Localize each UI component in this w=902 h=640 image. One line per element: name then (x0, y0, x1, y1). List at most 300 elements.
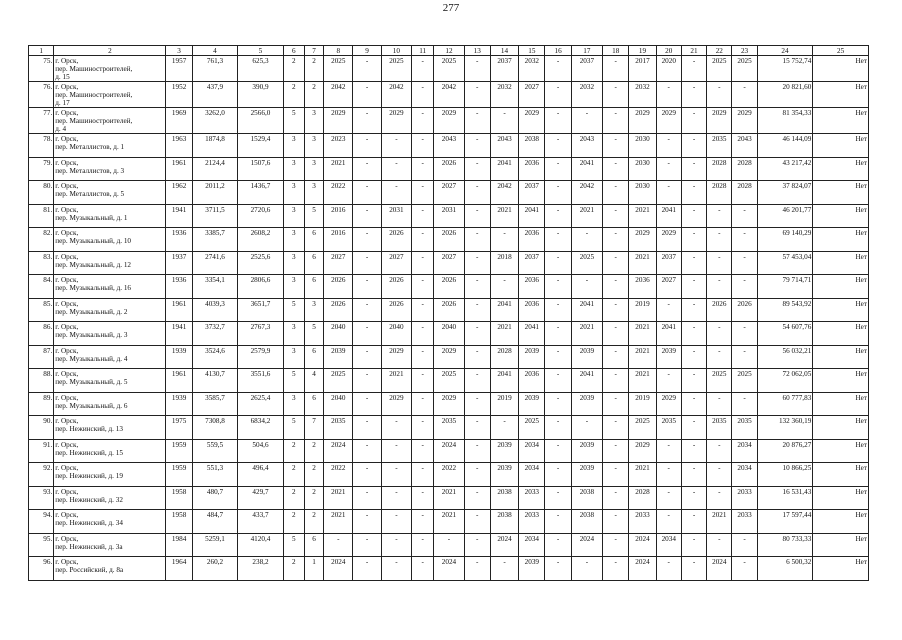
cell-col-11: - (412, 439, 434, 463)
cell-col-9: - (353, 486, 381, 510)
cell-col-22: - (707, 322, 732, 346)
cell-col-23: 2043 (732, 134, 757, 158)
cell-col-5: 504,6 (238, 439, 283, 463)
cell-col-13: - (464, 228, 490, 252)
cell-col-23: 2025 (732, 369, 757, 393)
cell-col-18: - (603, 392, 629, 416)
address-cell (54, 251, 166, 275)
table-row (29, 345, 869, 369)
cell-col-22: - (707, 251, 732, 275)
cell-col-6: 3 (283, 134, 304, 158)
cell-col-6: 3 (283, 345, 304, 369)
cell-col-13: - (464, 557, 490, 581)
cell-col-17: 2024 (571, 533, 602, 557)
cell-col-21: - (681, 275, 706, 299)
cell-col-18: - (603, 345, 629, 369)
cell-col-17: - (571, 557, 602, 581)
cell-col-19: 2019 (629, 298, 656, 322)
cell-col-22: - (707, 345, 732, 369)
cell-col-17: 2041 (571, 298, 602, 322)
cell-col-8: 2024 (324, 557, 353, 581)
address-cell (54, 345, 166, 369)
table-row (29, 275, 869, 299)
cell-col-24: 17 597,44 (757, 510, 813, 534)
address-line: пер. Музыкальный, д. 4 (55, 354, 128, 363)
cell-col-6: 5 (283, 298, 304, 322)
cell-col-6: 2 (283, 82, 304, 108)
cell-col-10: - (381, 463, 411, 487)
cell-col-8: 2023 (324, 134, 353, 158)
cell-col-18: - (603, 251, 629, 275)
cell-col-22: - (707, 533, 732, 557)
cell-col-9: - (353, 108, 381, 134)
cell-col-14: 2041 (490, 298, 518, 322)
cell-col-9: - (353, 298, 381, 322)
cell-col-15: 2041 (519, 204, 545, 228)
cell-col-11: - (412, 181, 434, 205)
column-header-18: 18 (603, 46, 629, 56)
cell-col-17: - (571, 275, 602, 299)
cell-col-11: - (412, 275, 434, 299)
cell-col-24: 79 714,71 (757, 275, 813, 299)
cell-col-25: Нет (813, 108, 869, 134)
row-number: 78. (29, 134, 54, 158)
cell-col-24: 10 866,25 (757, 463, 813, 487)
cell-col-16: - (545, 157, 571, 181)
cell-col-21: - (681, 181, 706, 205)
cell-col-3: 1958 (166, 486, 192, 510)
cell-col-11: - (412, 510, 434, 534)
cell-col-4: 3585,7 (192, 392, 237, 416)
cell-col-3: 1939 (166, 392, 192, 416)
cell-col-16: - (545, 298, 571, 322)
cell-col-17: 2041 (571, 157, 602, 181)
column-header-23: 23 (732, 46, 757, 56)
cell-col-5: 3551,6 (238, 369, 283, 393)
cell-col-7: 2 (304, 463, 323, 487)
cell-col-21: - (681, 82, 706, 108)
cell-col-12: 2021 (434, 510, 464, 534)
cell-col-7: 2 (304, 439, 323, 463)
row-number: 80. (29, 181, 54, 205)
row-number: 86. (29, 322, 54, 346)
address-line: г. Орск, (55, 299, 79, 308)
cell-col-14: - (490, 108, 518, 134)
cell-col-18: - (603, 181, 629, 205)
cell-col-12: 2026 (434, 298, 464, 322)
cell-col-19: 2036 (629, 275, 656, 299)
cell-col-24: 46 144,09 (757, 134, 813, 158)
cell-col-24: 20 876,27 (757, 439, 813, 463)
cell-col-21: - (681, 439, 706, 463)
cell-col-8: 2042 (324, 82, 353, 108)
cell-col-19: 2021 (629, 463, 656, 487)
cell-col-22: 2028 (707, 157, 732, 181)
page-number: 277 (442, 2, 460, 14)
cell-col-23: 2029 (732, 108, 757, 134)
cell-col-10: - (381, 533, 411, 557)
cell-col-22: 2026 (707, 298, 732, 322)
table-row (29, 134, 869, 158)
cell-col-10: 2025 (381, 56, 411, 82)
cell-col-15: 2025 (519, 416, 545, 440)
cell-col-6: 2 (283, 510, 304, 534)
cell-col-24: 20 821,60 (757, 82, 813, 108)
column-header-14: 14 (490, 46, 518, 56)
cell-col-21: - (681, 345, 706, 369)
address-line: пер. Машиностроителей, (55, 91, 133, 99)
table-row (29, 228, 869, 252)
cell-col-4: 3524,6 (192, 345, 237, 369)
address-line: пер. Металлистов, д. 1 (55, 143, 125, 151)
cell-col-19: 2028 (629, 486, 656, 510)
address-cell (54, 134, 166, 158)
cell-col-4: 484,7 (192, 510, 237, 534)
cell-col-20: - (656, 369, 681, 393)
cell-col-9: - (353, 392, 381, 416)
cell-col-3: 1941 (166, 322, 192, 346)
cell-col-15: 2041 (519, 322, 545, 346)
cell-col-20: 2039 (656, 345, 681, 369)
cell-col-12: 2029 (434, 345, 464, 369)
cell-col-18: - (603, 533, 629, 557)
table-row (29, 181, 869, 205)
address-cell (54, 416, 166, 440)
cell-col-17: 2042 (571, 181, 602, 205)
row-number: 94. (29, 510, 54, 534)
cell-col-21: - (681, 533, 706, 557)
cell-col-10: - (381, 439, 411, 463)
address-line: пер. Музыкальный, д. 6 (55, 401, 128, 410)
table-row (29, 251, 869, 275)
cell-col-3: 1959 (166, 439, 192, 463)
cell-col-9: - (353, 134, 381, 158)
address-line: г. Орск, (55, 205, 79, 214)
cell-col-21: - (681, 251, 706, 275)
cell-col-13: - (464, 251, 490, 275)
cell-col-8: 2026 (324, 298, 353, 322)
cell-col-5: 1529,4 (238, 134, 283, 158)
cell-col-14: - (490, 416, 518, 440)
cell-col-15: 2034 (519, 439, 545, 463)
cell-col-12: - (434, 533, 464, 557)
cell-col-12: 2040 (434, 322, 464, 346)
cell-col-10: - (381, 157, 411, 181)
cell-col-12: 2027 (434, 251, 464, 275)
cell-col-7: 4 (304, 369, 323, 393)
cell-col-21: - (681, 56, 706, 82)
cell-col-10: 2029 (381, 345, 411, 369)
cell-col-8: 2027 (324, 251, 353, 275)
address-line: пер. Машиностроителей, (55, 117, 133, 125)
cell-col-12: 2035 (434, 416, 464, 440)
cell-col-14: 2018 (490, 251, 518, 275)
cell-col-15: 2036 (519, 228, 545, 252)
cell-col-8: 2021 (324, 510, 353, 534)
cell-col-22: 2025 (707, 369, 732, 393)
cell-col-22: - (707, 392, 732, 416)
cell-col-25: Нет (813, 439, 869, 463)
cell-col-5: 2579,9 (238, 345, 283, 369)
cell-col-14: 2039 (490, 463, 518, 487)
table-row (29, 439, 869, 463)
cell-col-24: 57 453,04 (757, 251, 813, 275)
cell-col-20: - (656, 463, 681, 487)
cell-col-24: 43 217,42 (757, 157, 813, 181)
cell-col-6: 5 (283, 369, 304, 393)
column-header-20: 20 (656, 46, 681, 56)
address-cell (54, 557, 166, 581)
cell-col-14: 2019 (490, 392, 518, 416)
cell-col-23: - (732, 322, 757, 346)
cell-col-11: - (412, 486, 434, 510)
column-header-16: 16 (545, 46, 571, 56)
cell-col-18: - (603, 204, 629, 228)
row-number: 75. (29, 56, 54, 82)
address-line: пер. Российский, д. 8а (55, 566, 124, 574)
cell-col-13: - (464, 82, 490, 108)
cell-col-5: 2608,2 (238, 228, 283, 252)
cell-col-22: - (707, 439, 732, 463)
cell-col-14: 2039 (490, 439, 518, 463)
cell-col-7: 2 (304, 486, 323, 510)
cell-col-25: Нет (813, 228, 869, 252)
cell-col-7: 3 (304, 157, 323, 181)
table-row (29, 322, 869, 346)
cell-col-24: 132 360,19 (757, 416, 813, 440)
table-row (29, 298, 869, 322)
cell-col-17: 2039 (571, 345, 602, 369)
row-number: 79. (29, 157, 54, 181)
row-number: 77. (29, 108, 54, 134)
cell-col-14: 2038 (490, 486, 518, 510)
cell-col-20: - (656, 510, 681, 534)
cell-col-24: 37 824,07 (757, 181, 813, 205)
row-number: 91. (29, 439, 54, 463)
cell-col-23: - (732, 82, 757, 108)
cell-col-23: 2026 (732, 298, 757, 322)
cell-col-5: 1436,7 (238, 181, 283, 205)
cell-col-17: 2039 (571, 439, 602, 463)
cell-col-23: - (732, 557, 757, 581)
row-number: 89. (29, 392, 54, 416)
cell-col-4: 7308,8 (192, 416, 237, 440)
cell-col-20: - (656, 557, 681, 581)
address-line: г. Орск, (55, 252, 79, 261)
housing-register-table (28, 45, 869, 581)
cell-col-18: - (603, 275, 629, 299)
cell-col-13: - (464, 369, 490, 393)
cell-col-7: 6 (304, 251, 323, 275)
cell-col-5: 3651,7 (238, 298, 283, 322)
cell-col-3: 1952 (166, 82, 192, 108)
cell-col-6: 3 (283, 392, 304, 416)
cell-col-9: - (353, 56, 381, 82)
cell-col-20: 2029 (656, 392, 681, 416)
cell-col-9: - (353, 463, 381, 487)
address-line: г. Орск, (55, 440, 79, 449)
cell-col-13: - (464, 439, 490, 463)
table-row (29, 557, 869, 581)
address-line: пер. Музыкальный, д. 1 (55, 213, 128, 222)
cell-col-13: - (464, 134, 490, 158)
cell-col-8: - (324, 533, 353, 557)
cell-col-15: 2037 (519, 181, 545, 205)
cell-col-6: 3 (283, 181, 304, 205)
cell-col-11: - (412, 298, 434, 322)
cell-col-4: 1874,8 (192, 134, 237, 158)
address-line: г. Орск, (55, 229, 79, 237)
cell-col-6: 3 (283, 275, 304, 299)
table-row (29, 416, 869, 440)
row-number: 84. (29, 275, 54, 299)
cell-col-3: 1961 (166, 369, 192, 393)
cell-col-25: Нет (813, 82, 869, 108)
cell-col-3: 1961 (166, 298, 192, 322)
cell-col-25: Нет (813, 298, 869, 322)
cell-col-14: 2042 (490, 181, 518, 205)
cell-col-22: 2024 (707, 557, 732, 581)
cell-col-7: 3 (304, 134, 323, 158)
cell-col-3: 1959 (166, 463, 192, 487)
cell-col-21: - (681, 322, 706, 346)
cell-col-5: 496,4 (238, 463, 283, 487)
column-number-row (29, 46, 869, 56)
address-cell (54, 108, 166, 134)
cell-col-16: - (545, 416, 571, 440)
cell-col-8: 2021 (324, 486, 353, 510)
cell-col-19: 2029 (629, 228, 656, 252)
address-line: г. Орск, (55, 370, 79, 378)
cell-col-6: 3 (283, 251, 304, 275)
cell-col-9: - (353, 251, 381, 275)
address-line: пер. Нежинский, д. 19 (55, 472, 123, 480)
column-header-17: 17 (571, 46, 602, 56)
cell-col-4: 761,3 (192, 56, 237, 82)
address-cell (54, 157, 166, 181)
cell-col-24: 72 062,05 (757, 369, 813, 393)
cell-col-7: 5 (304, 204, 323, 228)
cell-col-21: - (681, 557, 706, 581)
cell-col-4: 480,7 (192, 486, 237, 510)
cell-col-5: 6834,2 (238, 416, 283, 440)
cell-col-22: - (707, 275, 732, 299)
address-line: пер. Нежинский, д. 3а (55, 542, 123, 551)
address-line: г. Орск, (55, 558, 79, 566)
table-row (29, 82, 869, 108)
cell-col-25: Нет (813, 392, 869, 416)
cell-col-15: 2039 (519, 345, 545, 369)
cell-col-8: 2024 (324, 439, 353, 463)
cell-col-9: - (353, 416, 381, 440)
cell-col-19: 2021 (629, 322, 656, 346)
cell-col-9: - (353, 510, 381, 534)
cell-col-17: 2021 (571, 204, 602, 228)
cell-col-11: - (412, 56, 434, 82)
cell-col-23: - (732, 204, 757, 228)
table-row (29, 510, 869, 534)
cell-col-16: - (545, 275, 571, 299)
cell-col-13: - (464, 392, 490, 416)
address-line: пер. Музыкальный, д. 3 (55, 331, 128, 339)
cell-col-16: - (545, 392, 571, 416)
address-line: пер. Металлистов, д. 5 (55, 190, 125, 198)
cell-col-16: - (545, 181, 571, 205)
cell-col-24: 54 607,76 (757, 322, 813, 346)
row-number: 76. (29, 82, 54, 108)
cell-col-23: - (732, 533, 757, 557)
cell-col-22: 2021 (707, 510, 732, 534)
cell-col-8: 2035 (324, 416, 353, 440)
cell-col-10: - (381, 181, 411, 205)
cell-col-3: 1937 (166, 251, 192, 275)
address-line: г. Орск, (55, 534, 79, 543)
cell-col-11: - (412, 134, 434, 158)
cell-col-16: - (545, 557, 571, 581)
cell-col-7: 1 (304, 557, 323, 581)
address-cell (54, 486, 166, 510)
column-header-3: 3 (166, 46, 192, 56)
cell-col-16: - (545, 486, 571, 510)
cell-col-16: - (545, 228, 571, 252)
cell-col-19: 2024 (629, 557, 656, 581)
cell-col-15: 2036 (519, 275, 545, 299)
cell-col-8: 2021 (324, 157, 353, 181)
cell-col-17: 2032 (571, 82, 602, 108)
cell-col-7: 2 (304, 510, 323, 534)
cell-col-23: 2034 (732, 463, 757, 487)
cell-col-6: 3 (283, 157, 304, 181)
cell-col-7: 3 (304, 181, 323, 205)
cell-col-16: - (545, 510, 571, 534)
cell-col-11: - (412, 533, 434, 557)
cell-col-23: 2028 (732, 157, 757, 181)
address-cell (54, 82, 166, 108)
cell-col-6: 5 (283, 108, 304, 134)
cell-col-4: 2011,2 (192, 181, 237, 205)
cell-col-13: - (464, 463, 490, 487)
cell-col-19: 2021 (629, 251, 656, 275)
cell-col-8: 2029 (324, 108, 353, 134)
cell-col-10: - (381, 510, 411, 534)
cell-col-3: 1964 (166, 557, 192, 581)
cell-col-16: - (545, 533, 571, 557)
cell-col-11: - (412, 82, 434, 108)
cell-col-13: - (464, 298, 490, 322)
cell-col-7: 2 (304, 82, 323, 108)
cell-col-21: - (681, 392, 706, 416)
address-cell (54, 439, 166, 463)
cell-col-21: - (681, 108, 706, 134)
cell-col-11: - (412, 557, 434, 581)
cell-col-3: 1936 (166, 275, 192, 299)
cell-col-15: 2039 (519, 557, 545, 581)
cell-col-16: - (545, 108, 571, 134)
cell-col-7: 7 (304, 416, 323, 440)
cell-col-10: 2026 (381, 228, 411, 252)
column-header-22: 22 (707, 46, 732, 56)
cell-col-25: Нет (813, 322, 869, 346)
cell-col-20: 2037 (656, 251, 681, 275)
cell-col-5: 238,2 (238, 557, 283, 581)
cell-col-24: 60 777,83 (757, 392, 813, 416)
cell-col-9: - (353, 275, 381, 299)
cell-col-12: 2024 (434, 557, 464, 581)
cell-col-14: 2021 (490, 204, 518, 228)
cell-col-22: - (707, 486, 732, 510)
cell-col-12: 2026 (434, 157, 464, 181)
cell-col-20: 2034 (656, 533, 681, 557)
